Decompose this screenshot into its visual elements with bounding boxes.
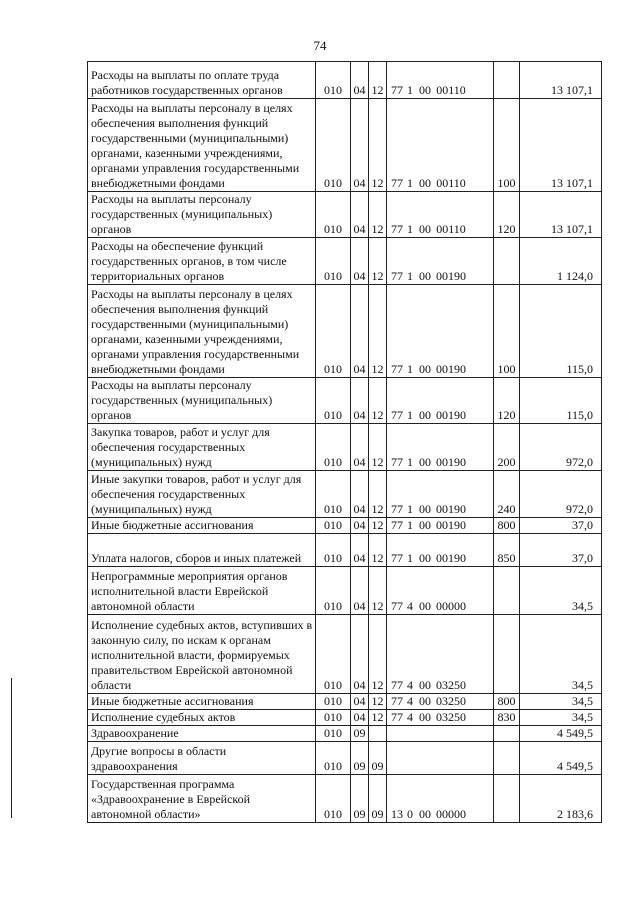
- target-article-cell: [387, 471, 494, 518]
- target-article-cell: [387, 99, 494, 192]
- section-code-cell: 04: [351, 285, 369, 378]
- section-code-cell: 04: [351, 534, 369, 567]
- grbs-code-cell: 010: [316, 534, 351, 567]
- table-row: [88, 192, 602, 238]
- subprogram-code: 1: [407, 176, 413, 190]
- row-name-cell: Закупка товаров, работ и услуг для обеспечения государственных (муниципальных) нужд: [88, 424, 316, 471]
- direction-code: 00190: [436, 455, 466, 469]
- expense-type-cell: 120: [494, 192, 520, 238]
- subsection-code-cell: 12: [369, 518, 387, 534]
- target-article-cell: [387, 424, 494, 471]
- event-code: 00: [419, 502, 431, 516]
- expense-type-cell: 830: [494, 710, 520, 726]
- direction-code: 00000: [436, 599, 466, 613]
- row-name-cell: Расходы на выплаты персоналу в целях обеспечения выполнения функций государственными (муниципальными) органами, казенными учреждениями, органами управления государственными внебюджетными фондами: [88, 99, 316, 192]
- expense-type-cell: 800: [494, 694, 520, 710]
- target-article-cell: [387, 710, 494, 726]
- target-article-cell: [387, 615, 494, 694]
- program-code: 77: [391, 599, 403, 613]
- page-number: 74: [313, 38, 327, 53]
- amount-cell: 34,5: [520, 710, 602, 726]
- subprogram-code: 4: [407, 678, 413, 692]
- program-code: 77: [391, 83, 403, 97]
- amount-cell: 4 549,5: [520, 742, 602, 775]
- row-name-cell: Уплата налогов, сборов и иных платежей: [88, 534, 316, 567]
- amount-cell: 34,5: [520, 694, 602, 710]
- section-code-cell: 04: [351, 710, 369, 726]
- target-article-cell: [387, 694, 494, 710]
- table-row: [88, 518, 602, 534]
- subprogram-code: 1: [407, 455, 413, 469]
- program-code: 77: [391, 710, 403, 724]
- expense-type-cell: 200: [494, 424, 520, 471]
- program-code: 77: [391, 455, 403, 469]
- expense-type-cell: [494, 726, 520, 742]
- amount-cell: 34,5: [520, 615, 602, 694]
- expense-type-cell: [494, 238, 520, 285]
- table-row: [88, 726, 602, 742]
- grbs-code-cell: 010: [316, 99, 351, 192]
- section-code-cell: 04: [351, 192, 369, 238]
- table-row: [88, 238, 602, 285]
- expense-type-cell: [494, 567, 520, 615]
- direction-code: 03250: [436, 678, 466, 692]
- direction-code: 00110: [436, 222, 466, 236]
- expense-type-cell: 100: [494, 99, 520, 192]
- section-code-cell: 04: [351, 238, 369, 285]
- event-code: 00: [419, 269, 431, 283]
- program-code: 77: [391, 362, 403, 376]
- table-row: [88, 742, 602, 775]
- amount-cell: 115,0: [520, 378, 602, 424]
- target-article-cell: [387, 534, 494, 567]
- event-code: 00: [419, 83, 431, 97]
- grbs-code-cell: 010: [316, 285, 351, 378]
- amount-cell: 13 107,1: [520, 192, 602, 238]
- direction-code: 03250: [436, 694, 466, 708]
- amount-cell: 972,0: [520, 471, 602, 518]
- expense-type-cell: 850: [494, 534, 520, 567]
- subprogram-code: 4: [407, 694, 413, 708]
- row-name-cell: Расходы на выплаты персоналу государственных (муниципальных) органов: [88, 192, 316, 238]
- event-code: 00: [419, 807, 431, 821]
- event-code: 00: [419, 176, 431, 190]
- event-code: 00: [419, 518, 431, 532]
- table-row: [88, 62, 602, 99]
- grbs-code-cell: 010: [316, 518, 351, 534]
- table-row: [88, 615, 602, 694]
- section-code-cell: 04: [351, 424, 369, 471]
- target-article-cell: [387, 62, 494, 99]
- subsection-code-cell: 12: [369, 615, 387, 694]
- section-code-cell: 04: [351, 518, 369, 534]
- event-code: 00: [419, 710, 431, 724]
- target-article-cell: [387, 192, 494, 238]
- section-code-cell: 04: [351, 62, 369, 99]
- grbs-code-cell: 010: [316, 615, 351, 694]
- row-name-cell: Государственная программа «Здравоохранение в Еврейской автономной области»: [88, 775, 316, 823]
- amount-cell: 37,0: [520, 534, 602, 567]
- event-code: 00: [419, 599, 431, 613]
- amount-cell: 115,0: [520, 285, 602, 378]
- table-row: [88, 567, 602, 615]
- budget-table: [87, 61, 602, 823]
- section-code-cell: 09: [351, 775, 369, 823]
- amount-cell: 2 183,6: [520, 775, 602, 823]
- subsection-code-cell: 12: [369, 99, 387, 192]
- row-name-cell: Другие вопросы в области здравоохранения: [88, 742, 316, 775]
- subprogram-code: 1: [407, 551, 413, 565]
- expense-type-cell: [494, 62, 520, 99]
- target-article-cell: [387, 775, 494, 823]
- table-row: [88, 424, 602, 471]
- subprogram-code: 4: [407, 599, 413, 613]
- subsection-code-cell: 12: [369, 694, 387, 710]
- subprogram-code: 0: [407, 807, 413, 821]
- section-code-cell: 04: [351, 378, 369, 424]
- table-row: [88, 534, 602, 567]
- row-name-cell: Исполнение судебных актов: [88, 710, 316, 726]
- expense-type-cell: [494, 615, 520, 694]
- event-code: 00: [419, 408, 431, 422]
- event-code: 00: [419, 455, 431, 469]
- subsection-code-cell: 12: [369, 471, 387, 518]
- section-code-cell: 09: [351, 726, 369, 742]
- row-name-cell: Расходы на выплаты по оплате труда работников государственных органов: [88, 62, 316, 99]
- direction-code: 00110: [436, 83, 466, 97]
- grbs-code-cell: 010: [316, 424, 351, 471]
- expense-type-cell: [494, 742, 520, 775]
- table-row: [88, 378, 602, 424]
- grbs-code-cell: 010: [316, 710, 351, 726]
- expense-type-cell: [494, 775, 520, 823]
- amount-cell: 13 107,1: [520, 62, 602, 99]
- row-name-cell: Расходы на выплаты персоналу в целях обеспечения выполнения функций государственными (муниципальными) органами, казенными учреждениями, органами управления государственными внебюджетными фондами: [88, 285, 316, 378]
- table-row: [88, 99, 602, 192]
- direction-code: 00190: [436, 551, 466, 565]
- direction-code: 00190: [436, 362, 466, 376]
- grbs-code-cell: 010: [316, 742, 351, 775]
- table-row: [88, 710, 602, 726]
- target-article-cell: [387, 567, 494, 615]
- section-code-cell: 04: [351, 99, 369, 192]
- subprogram-code: 1: [407, 83, 413, 97]
- row-name-cell: Расходы на обеспечение функций государственных органов, в том числе территориальных органов: [88, 238, 316, 285]
- amount-cell: 1 124,0: [520, 238, 602, 285]
- event-code: 00: [419, 362, 431, 376]
- program-code: 77: [391, 678, 403, 692]
- program-code: 13: [391, 807, 403, 821]
- target-article-cell: [387, 742, 494, 775]
- grbs-code-cell: 010: [316, 726, 351, 742]
- grbs-code-cell: 010: [316, 567, 351, 615]
- section-code-cell: 09: [351, 742, 369, 775]
- event-code: 00: [419, 222, 431, 236]
- target-article-cell: [387, 726, 494, 742]
- table-row: [88, 285, 602, 378]
- table-row: [88, 775, 602, 823]
- amount-cell: 13 107,1: [520, 99, 602, 192]
- direction-code: 00000: [436, 807, 466, 821]
- target-article-cell: [387, 378, 494, 424]
- subprogram-code: 1: [407, 222, 413, 236]
- event-code: 00: [419, 551, 431, 565]
- subsection-code-cell: 09: [369, 742, 387, 775]
- subsection-code-cell: 12: [369, 238, 387, 285]
- row-name-cell: Иные бюджетные ассигнования: [88, 694, 316, 710]
- target-article-cell: [387, 518, 494, 534]
- subsection-code-cell: 12: [369, 534, 387, 567]
- row-name-cell: Иные бюджетные ассигнования: [88, 518, 316, 534]
- subprogram-code: 4: [407, 710, 413, 724]
- grbs-code-cell: 010: [316, 192, 351, 238]
- section-code-cell: 04: [351, 615, 369, 694]
- subprogram-code: 1: [407, 269, 413, 283]
- direction-code: 00110: [436, 176, 466, 190]
- event-code: 00: [419, 694, 431, 708]
- direction-code: 00190: [436, 269, 466, 283]
- target-article-cell: [387, 238, 494, 285]
- program-code: 77: [391, 502, 403, 516]
- direction-code: 00190: [436, 408, 466, 422]
- subprogram-code: 1: [407, 408, 413, 422]
- program-code: 77: [391, 222, 403, 236]
- subsection-code-cell: 12: [369, 378, 387, 424]
- row-name-cell: Здравоохранение: [88, 726, 316, 742]
- row-name-cell: Иные закупки товаров, работ и услуг для обеспечения государственных (муниципальных) нужд: [88, 471, 316, 518]
- table-row: [88, 694, 602, 710]
- amount-cell: 37,0: [520, 518, 602, 534]
- expense-type-cell: 120: [494, 378, 520, 424]
- section-code-cell: 04: [351, 567, 369, 615]
- subsection-code-cell: 12: [369, 710, 387, 726]
- direction-code: 00190: [436, 502, 466, 516]
- expense-type-cell: 100: [494, 285, 520, 378]
- program-code: 77: [391, 518, 403, 532]
- row-name-cell: Исполнение судебных актов, вступивших в законную силу, по искам к органам исполнительной власти, формируемых правительством Еврейской автономной области: [88, 615, 316, 694]
- subprogram-code: 1: [407, 502, 413, 516]
- grbs-code-cell: 010: [316, 694, 351, 710]
- subsection-code-cell: 12: [369, 62, 387, 99]
- amount-cell: 34,5: [520, 567, 602, 615]
- amount-cell: 4 549,5: [520, 726, 602, 742]
- subsection-code-cell: 12: [369, 285, 387, 378]
- program-code: 77: [391, 694, 403, 708]
- subprogram-code: 1: [407, 362, 413, 376]
- margin-rule: [11, 678, 12, 818]
- subprogram-code: 1: [407, 518, 413, 532]
- program-code: 77: [391, 408, 403, 422]
- program-code: 77: [391, 176, 403, 190]
- expense-type-cell: 800: [494, 518, 520, 534]
- section-code-cell: 04: [351, 694, 369, 710]
- program-code: 77: [391, 269, 403, 283]
- subsection-code-cell: 12: [369, 424, 387, 471]
- grbs-code-cell: 010: [316, 238, 351, 285]
- event-code: 00: [419, 678, 431, 692]
- direction-code: 00190: [436, 518, 466, 532]
- direction-code: 03250: [436, 710, 466, 724]
- subsection-code-cell: 12: [369, 567, 387, 615]
- target-article-cell: [387, 285, 494, 378]
- subsection-code-cell: [369, 726, 387, 742]
- table-row: [88, 471, 602, 518]
- grbs-code-cell: 010: [316, 378, 351, 424]
- expense-type-cell: 240: [494, 471, 520, 518]
- subsection-code-cell: 09: [369, 775, 387, 823]
- grbs-code-cell: 010: [316, 62, 351, 99]
- grbs-code-cell: 010: [316, 775, 351, 823]
- grbs-code-cell: 010: [316, 471, 351, 518]
- row-name-cell: Непрограммные мероприятия органов исполнительной власти Еврейской автономной области: [88, 567, 316, 615]
- program-code: 77: [391, 551, 403, 565]
- section-code-cell: 04: [351, 471, 369, 518]
- row-name-cell: Расходы на выплаты персоналу государственных (муниципальных) органов: [88, 378, 316, 424]
- subsection-code-cell: 12: [369, 192, 387, 238]
- amount-cell: 972,0: [520, 424, 602, 471]
